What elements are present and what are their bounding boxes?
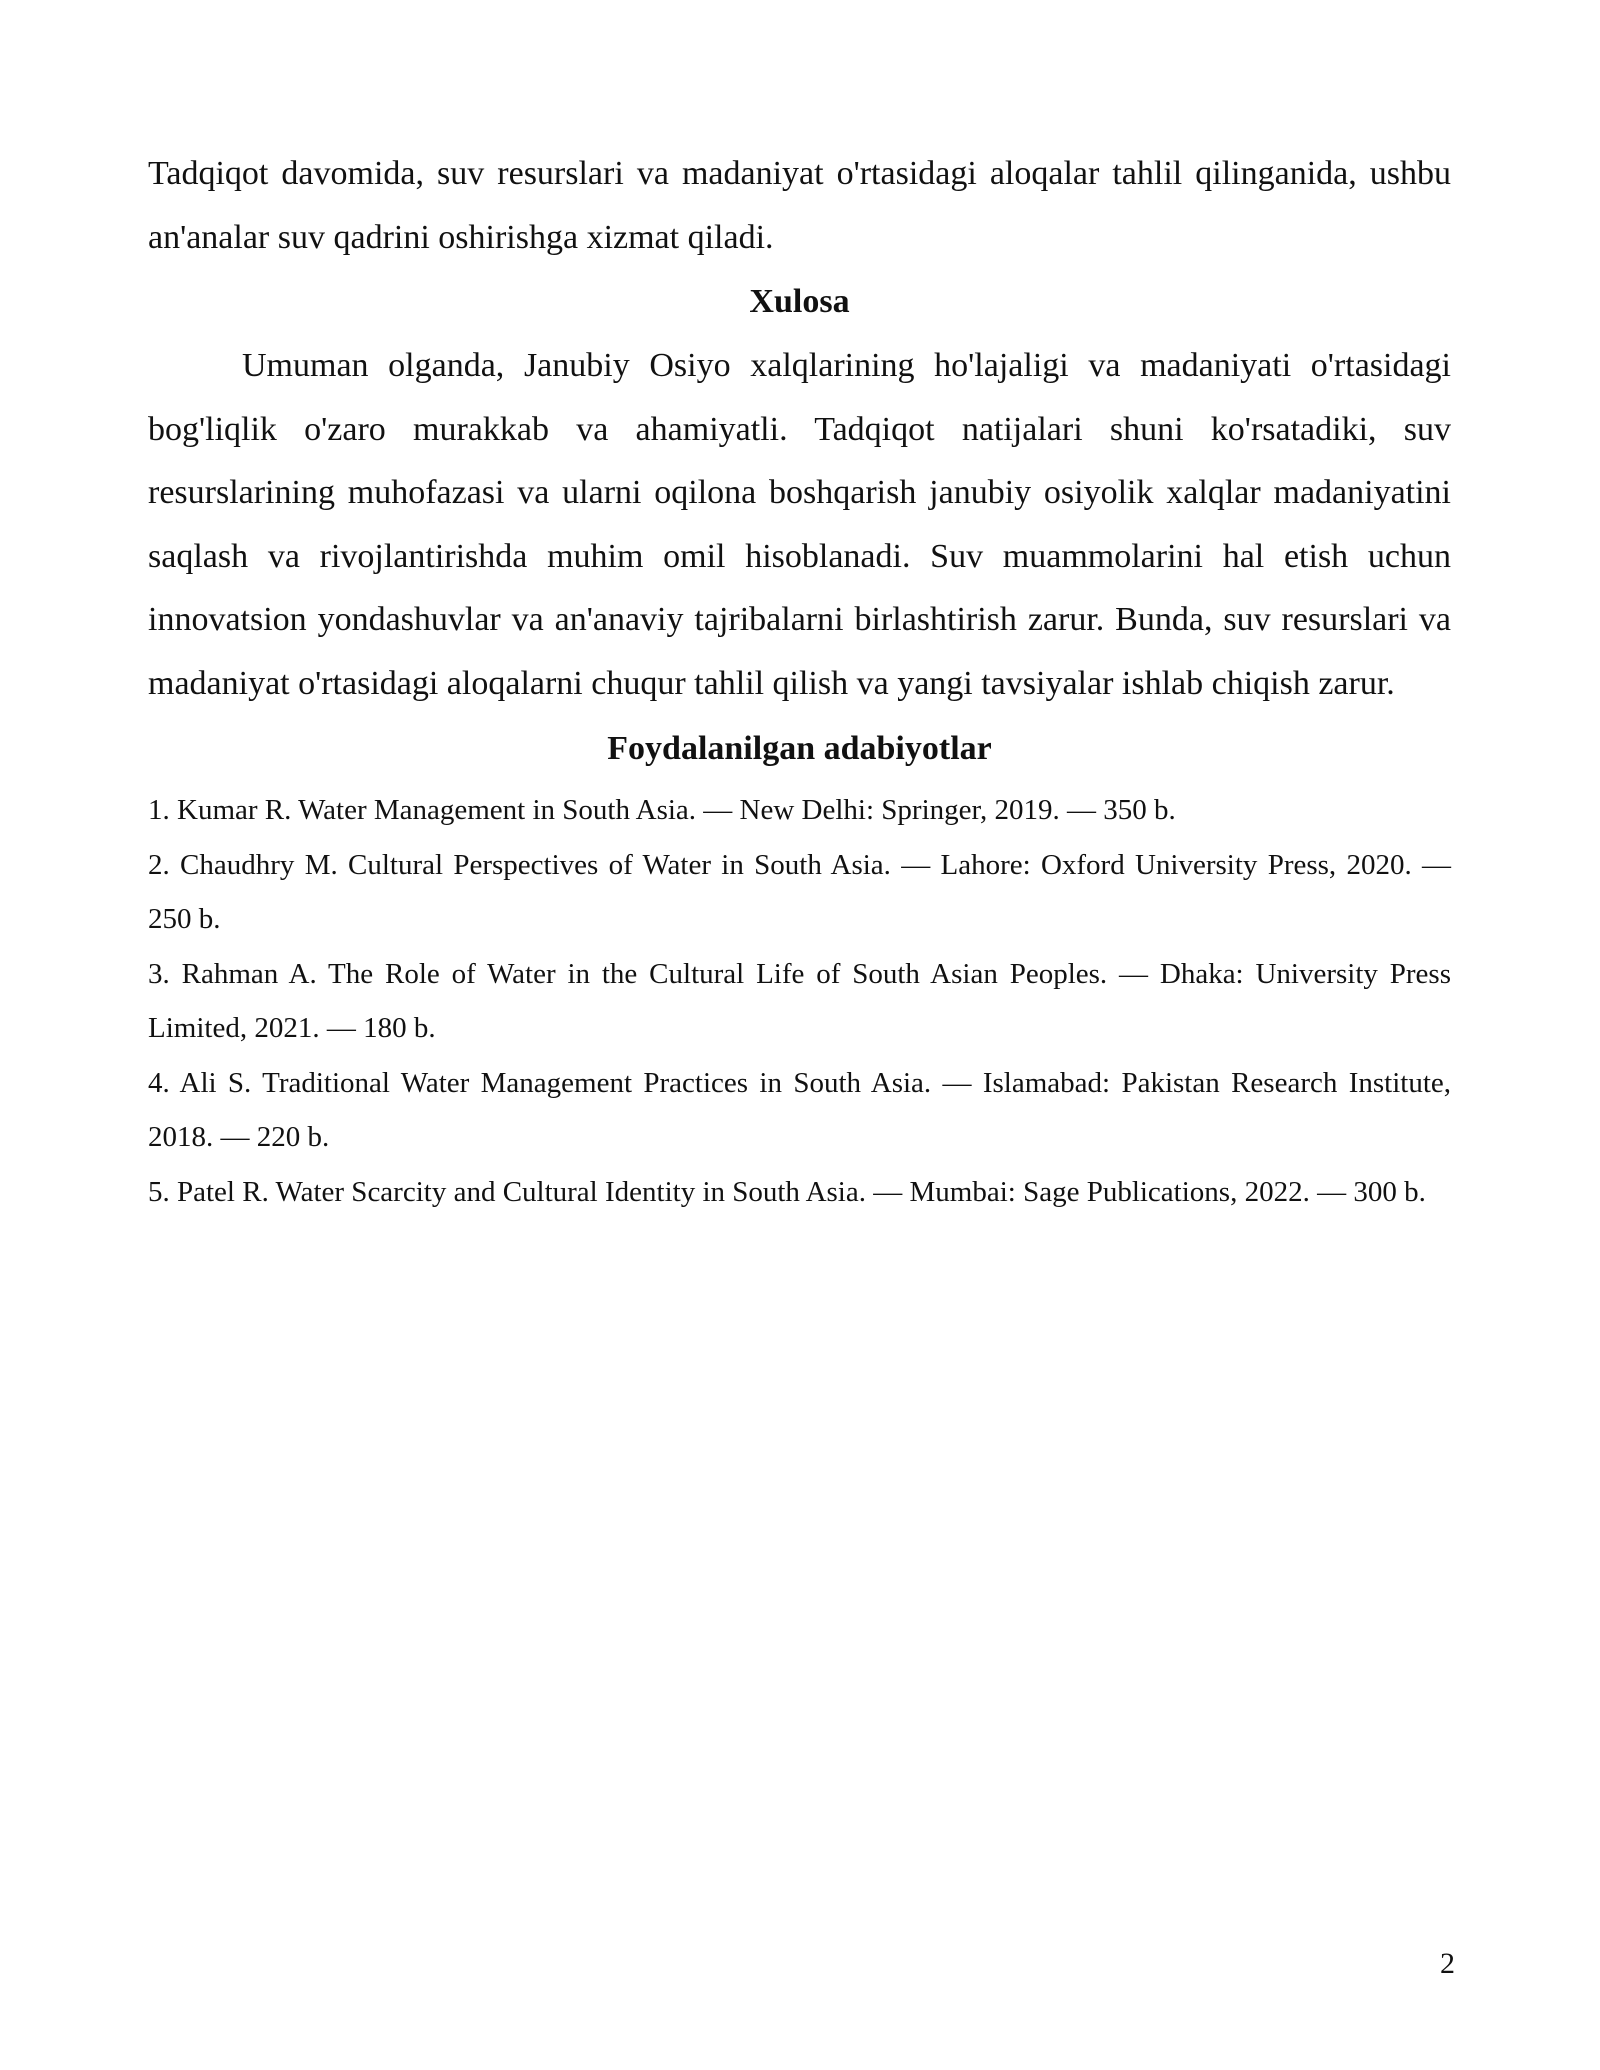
page-number: 2 xyxy=(1440,1947,1455,1980)
reference-item-4: 4. Ali S. Traditional Water Management Practices in South Asia. — Islamabad: Pakistan Research Institute, 2018. — 220 b. xyxy=(148,1066,1451,1153)
reference-item-3: 3. Rahman A. The Role of Water in the Cultural Life of South Asian Peoples. — Dhaka: University Press Limited, 2021. — 180 b. xyxy=(148,957,1451,1044)
conclusion-heading: Xulosa xyxy=(749,283,850,320)
references-list xyxy=(148,783,1451,1219)
reference-item-5: 5. Patel R. Water Scarcity and Cultural Identity in South Asia. — Mumbai: Sage Publications, 2022. — 300 b. xyxy=(148,1175,1426,1208)
references-heading: Foydalanilgan adabiyotlar xyxy=(607,730,992,767)
conclusion-paragraph: Umuman olganda, Janubiy Osiyo xalqlarining ho'lajaligi va madaniyati o'rtasidagi bog'liqlik o'zaro murakkab va ahamiyatli. Tadqiqot natijalari shuni ko'rsatadiki, suv resurslarining muhofazasi va ularni oqilona boshqarish janubiy osiyolik xalqlar madaniyatini saqlash va rivojlantirishda muhim omil hisoblanadi. Suv muammolarini hal etish uchun innovatsion yondashuvlar va an'anaviy tajribalarni birlashtirish zarur. Bunda, suv resurslari va madaniyat o'rtasidagi aloqalarni chuqur tahlil qilish va yangi tavsiyalar ishlab chiqish zarur. xyxy=(148,347,1451,702)
reference-item-2: 2. Chaudhry M. Cultural Perspectives of Water in South Asia. — Lahore: Oxford University Press, 2020. — 250 b. xyxy=(148,848,1451,935)
reference-item-1: 1. Kumar R. Water Management in South Asia. — New Delhi: Springer, 2019. — 350 b. xyxy=(148,794,1176,826)
page-content xyxy=(148,142,1451,1219)
intro-paragraph: Tadqiqot davomida, suv resurslari va madaniyat o'rtasidagi aloqalar tahlil qilinganida, ushbu an'analar suv qadrini oshirishga xizmat qiladi. xyxy=(148,155,1451,256)
